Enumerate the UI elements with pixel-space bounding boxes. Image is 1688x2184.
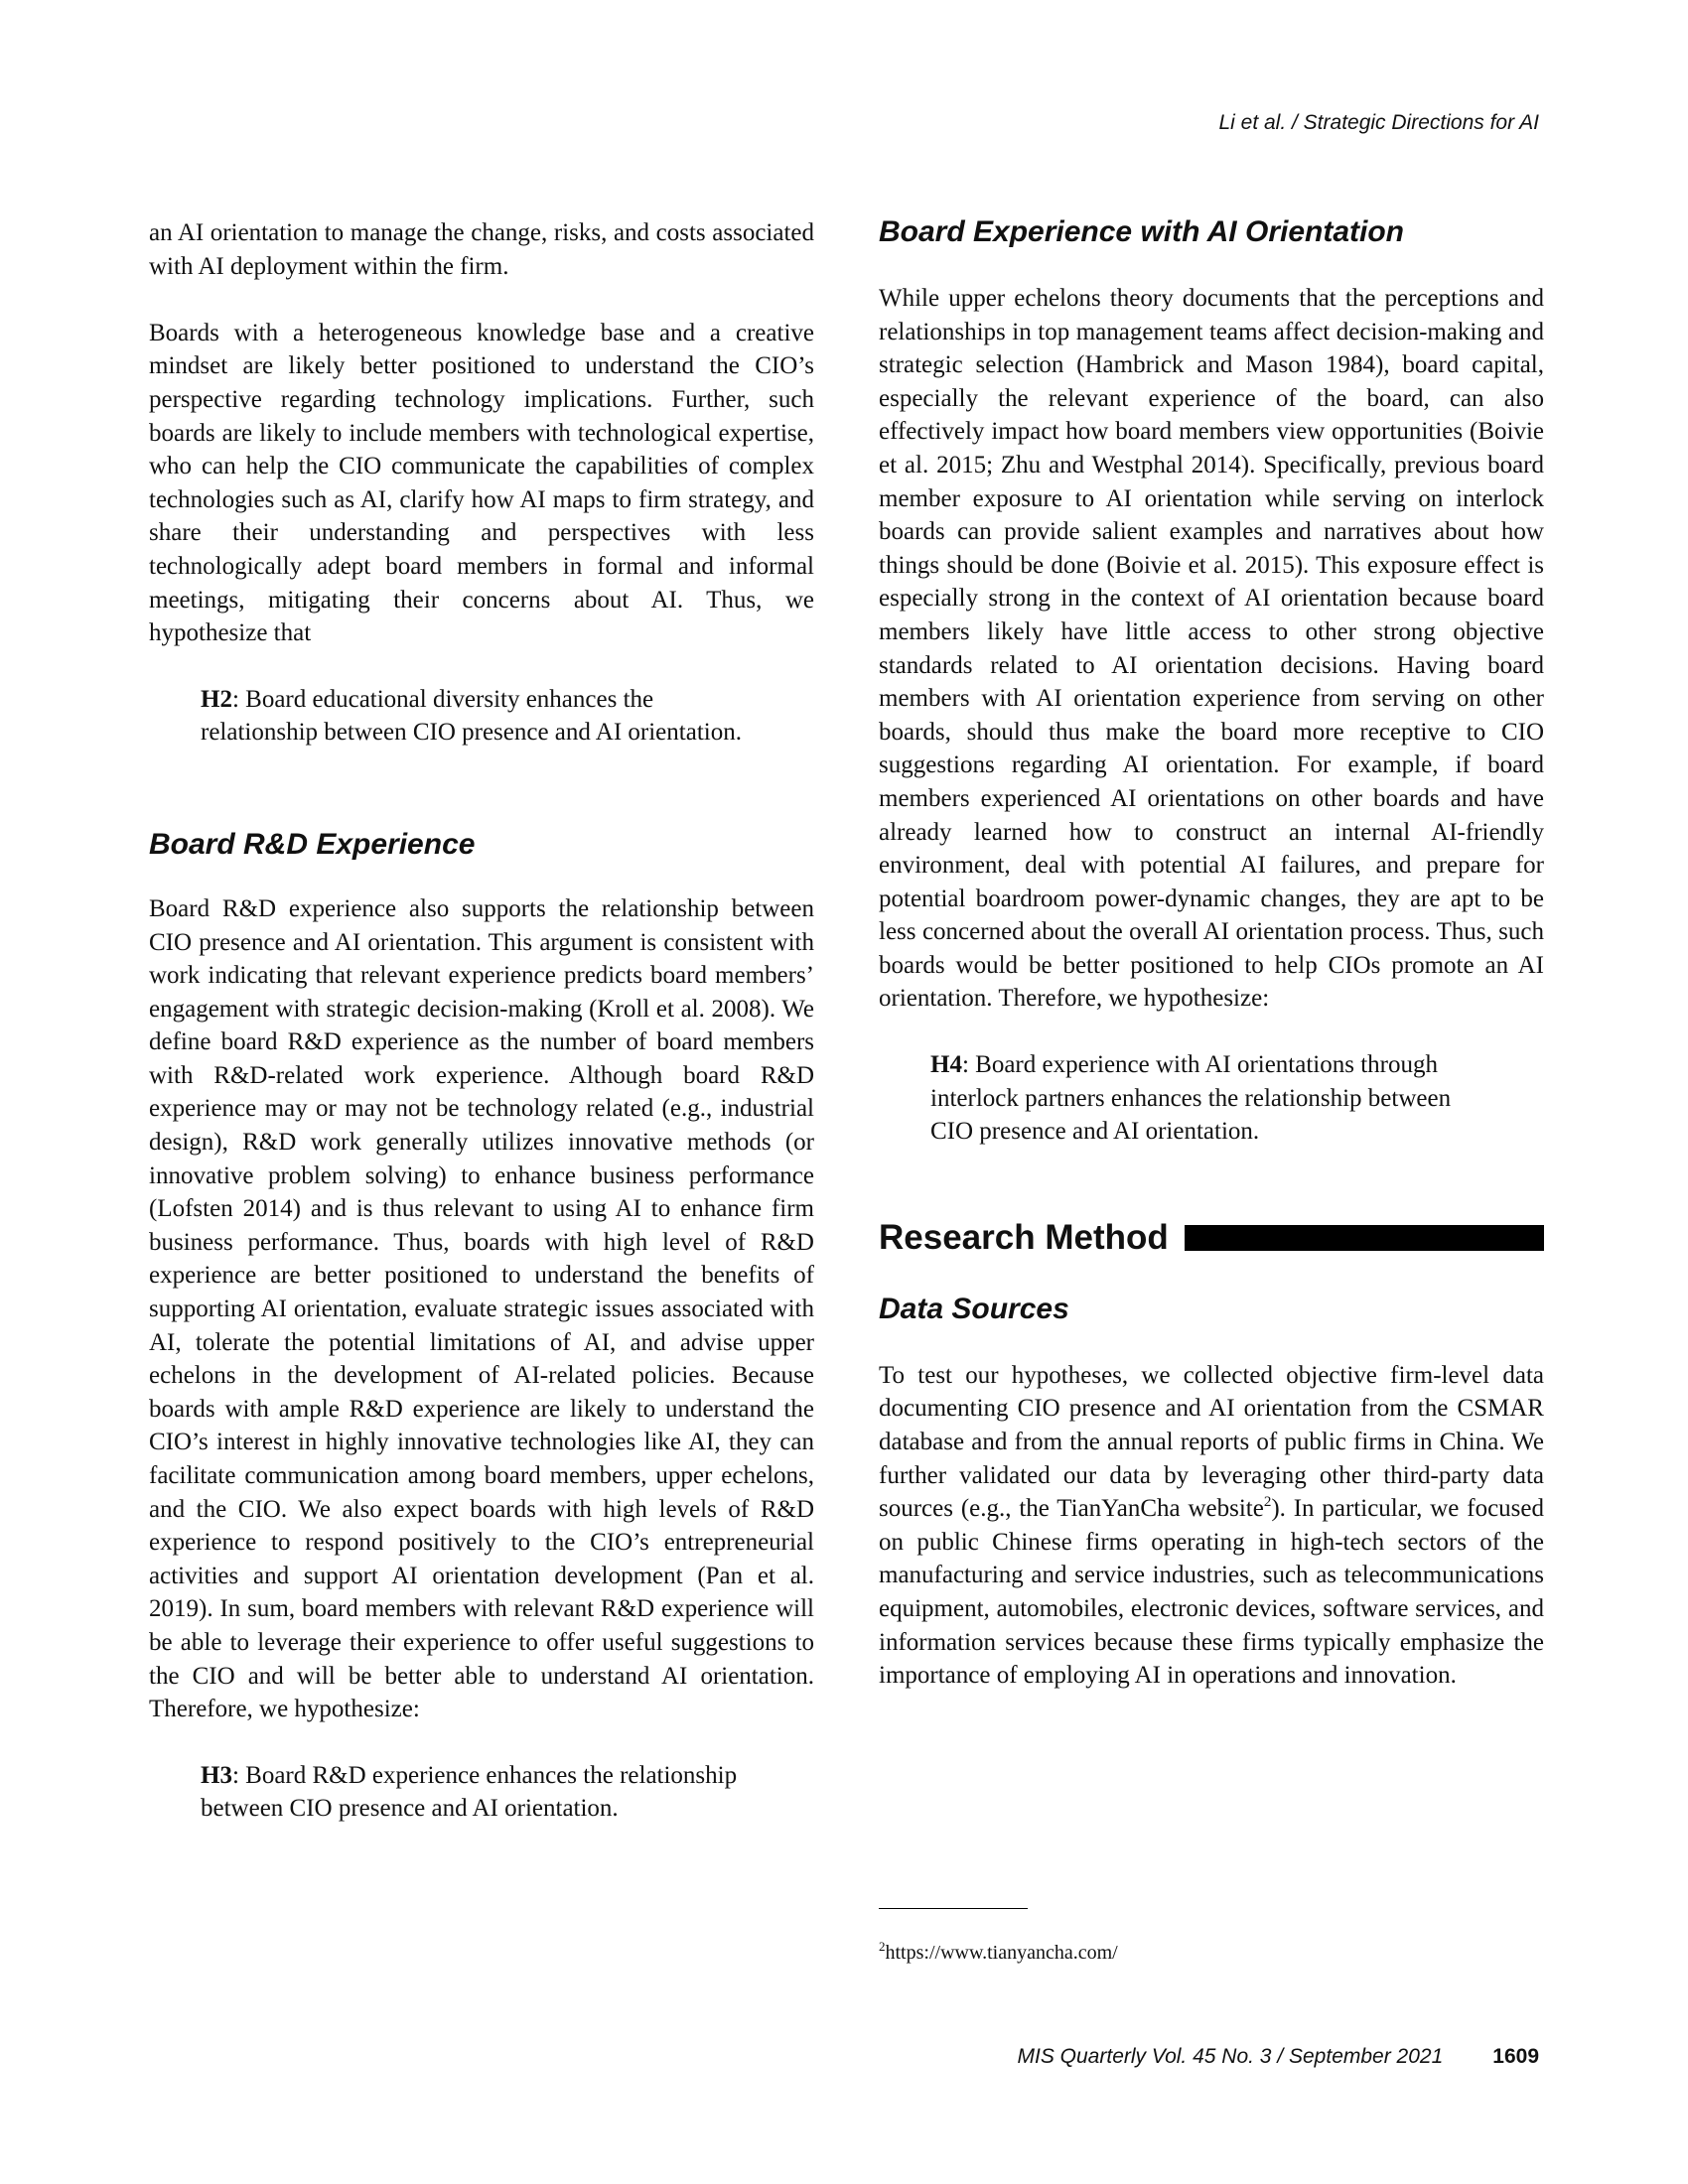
hypothesis-text: : Board experience with AI orientations through interlock partners enhances the relationship between CIO presence and AI orientation. xyxy=(930,1051,1452,1146)
footnote-text: https://www.tianyancha.com/ xyxy=(885,1942,1118,1964)
section-heading xyxy=(879,1214,1544,1262)
hypothesis-id: H3 xyxy=(201,1761,232,1789)
journal-citation: MIS Quarterly Vol. 45 No. 3 / September 2021 xyxy=(1017,2045,1444,2068)
footnote-marker: 2 xyxy=(879,1939,886,1954)
hypothesis-id: H4 xyxy=(930,1051,962,1079)
paragraph: While upper echelons theory documents that the perceptions and relationships in top management teams affect decision-making and strategic selection (Hambrick and Mason 1984), board capital, especially the relevant experience of the board, can also effectively impact how board members view opportunities (Boivie et al. 2015; Zhu and Westphal 2014). Specifically, previous board member exposure to AI orientation while serving on interlock boards can provide salient examples and narratives about how things should be done (Boivie et al. 2015). This exposure effect is especially strong in the context of AI orientation because board members likely have little access to other strong objective standards related to AI orientation decisions. Having board members with AI orientation experience from serving on other boards, should thus make the board more receptive to CIO suggestions regarding AI orientation. For example, if board members experienced AI orientations on other boards and have already learned how to construct an internal AI-friendly environment, deal with potential AI failures, and prepare for potential boardroom power-dynamic changes, they are apt to be less concerned about the overall AI orientation process. Thus, such boards would be better positioned to help CIOs promote an AI orientation. Therefore, we hypothesize: xyxy=(879,285,1544,1013)
section-heading-bar xyxy=(1185,1225,1544,1251)
footnote-divider xyxy=(879,1908,1028,1909)
hypothesis-h4 xyxy=(930,1048,1494,1149)
hypothesis-h2 xyxy=(201,683,765,750)
hypothesis-text: : Board R&D experience enhances the relationship between CIO presence and AI orientation. xyxy=(201,1761,738,1823)
right-column xyxy=(879,212,1544,1693)
section-subheading: Board R&D Experience xyxy=(149,827,476,861)
hypothesis-h3 xyxy=(201,1759,765,1826)
page-footer xyxy=(1018,2045,1540,2069)
paragraph xyxy=(879,1359,1544,1693)
section-subheading: Data Sources xyxy=(879,1292,1069,1325)
left-column xyxy=(149,216,814,1826)
section-title: Research Method xyxy=(879,1217,1169,1257)
section-subheading: Board Experience with AI Orientation xyxy=(879,215,1404,248)
paragraph-text: To test our hypotheses, we collected objective firm-level data documenting CIO presence and AI orientation from the CSMAR database and from the annual reports of public firms in China. We further validated our data by leveraging other third-party data sources (e.g., the TianYanCha website xyxy=(879,1361,1544,1523)
paragraph: an AI orientation to manage the change, risks, and costs associated with AI deployment within the firm. xyxy=(149,219,814,280)
hypothesis-text: : Board educational diversity enhances the relationship between CIO presence and AI orientation. xyxy=(201,685,742,747)
footnote xyxy=(879,1934,1118,1966)
paragraph-text: ). In particular, we focused on public Chinese firms operating in high-tech sectors of the manufacturing and service industries, such as telecommunications equipment, automobiles, electronic devices, software services, and information services because these firms typically emphasize the importance of employing AI in operations and innovation. xyxy=(879,1495,1544,1690)
paragraph: Boards with a heterogeneous knowledge base and a creative mindset are likely better positioned to understand the CIO’s perspective regarding technology implications. Further, such boards are likely to include members with technological expertise, who can help the CIO communicate the capabilities of complex technologies such as AI, clarify how AI maps to firm strategy, and share their understanding and perspectives with less technologically adept board members in formal and informal meetings, mitigating their concerns about AI. Thus, we hypothesize that xyxy=(149,319,814,647)
paragraph: Board R&D experience also supports the relationship between CIO presence and AI orientation. This argument is consistent with work indicating that relevant experience predicts board members’ engagement with strategic decision-making (Kroll et al. 2008). We define board R&D experience as the number of board members with R&D-related work experience. Although board R&D experience may or may not be technology related (e.g., industrial design), R&D work generally utilizes innovative methods (or innovative problem solving) to enhance business performance (Lofsten 2014) and is thus relevant to using AI to enhance firm business performance. Thus, boards with high level of R&D experience are better positioned to understand the benefits of supporting AI orientation, evaluate strategic issues associated with AI, tolerate the potential limitations of AI, and advise upper echelons in the development of AI-related policies. Because boards with ample R&D experience are likely to understand the CIO’s interest in highly innovative technologies like AI, they can facilitate communication among board members, upper echelons, and the CIO. We also expect boards with high levels of R&D experience to respond positively to the CIO’s entrepreneurial activities and support AI orientation development (Pan et al. 2019). In sum, board members with relevant R&D experience will be able to leverage their experience to offer useful suggestions to the CIO and will be better able to understand AI orientation. Therefore, we hypothesize: xyxy=(149,894,814,1723)
hypothesis-id: H2 xyxy=(201,685,232,713)
page-number: 1609 xyxy=(1492,2045,1539,2068)
footnote-reference: 2 xyxy=(1263,1494,1272,1511)
running-head: Li et al. / Strategic Directions for AI xyxy=(1218,111,1539,134)
